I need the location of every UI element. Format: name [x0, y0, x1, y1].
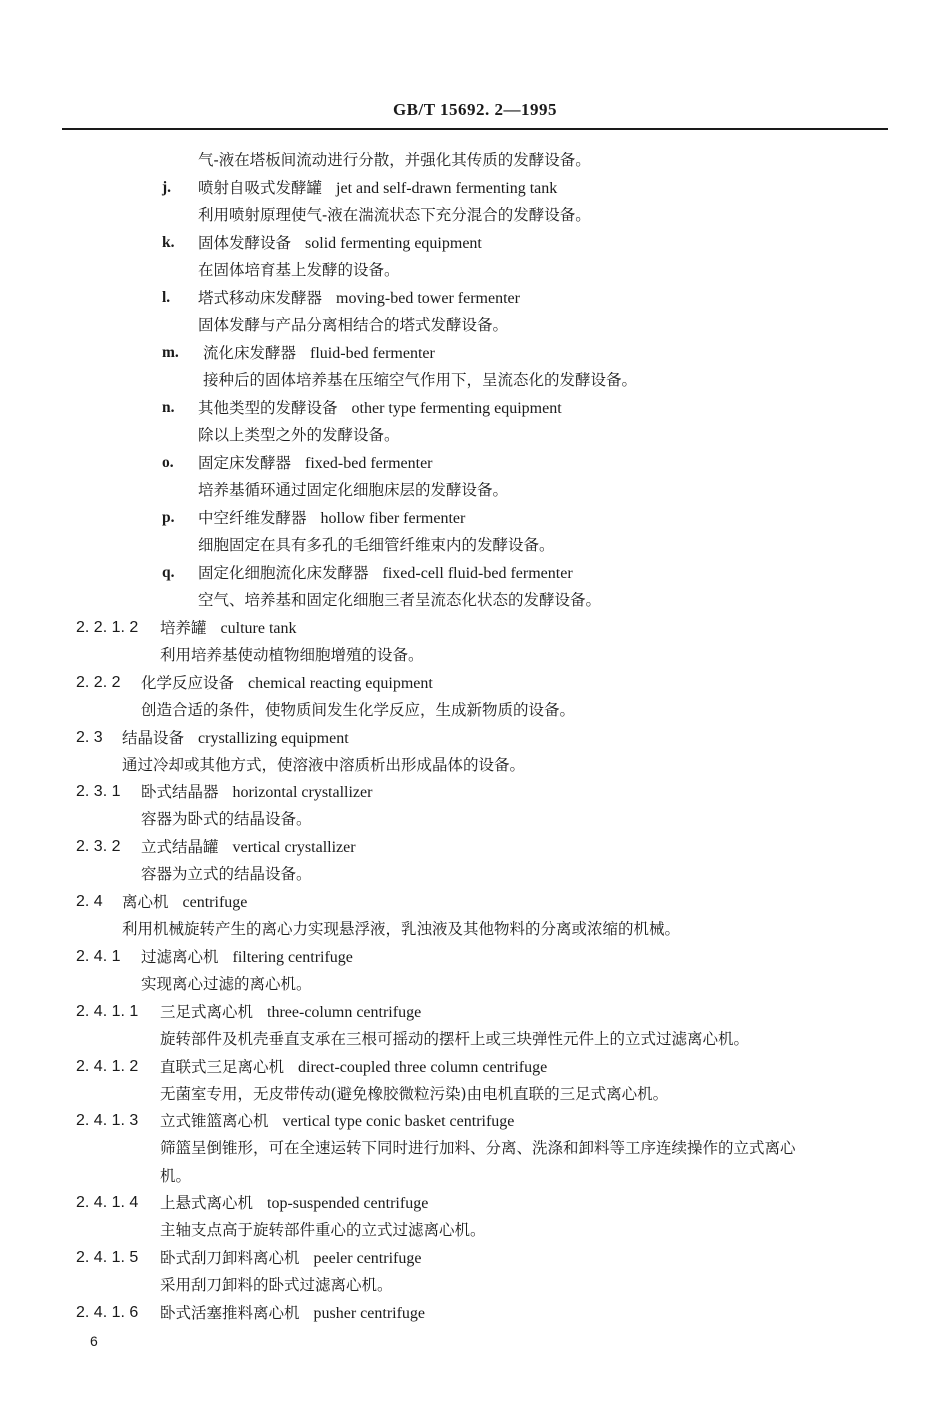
- term-description: 筛篮呈倒锥形，可在全速运转下同时进行加料、分离、洗涤和卸料等工序连续操作的立式离心: [160, 1139, 796, 1157]
- section-number: 2. 4. 1. 5: [76, 1249, 139, 1266]
- term-description: 创造合适的条件，使物质间发生化学反应，生成新物质的设备。: [141, 701, 576, 719]
- term-title: [203, 343, 435, 364]
- term-title: [198, 508, 465, 529]
- term-title: [198, 233, 482, 254]
- term-title: [198, 563, 573, 584]
- term-title: [122, 728, 349, 749]
- term-en: moving-bed tower fermenter: [336, 290, 520, 307]
- term-zh: 上悬式离心机: [160, 1194, 254, 1212]
- term-en: other type fermenting equipment: [351, 400, 562, 417]
- list-letter: k.: [162, 234, 175, 251]
- term-zh: 卧式刮刀卸料离心机: [160, 1249, 300, 1267]
- term-description: 培养基循环通过固定化细胞床层的发酵设备。: [198, 481, 509, 499]
- term-description: 接种后的固体培养基在压缩空气作用下，呈流态化的发酵设备。: [203, 371, 638, 389]
- term-zh: 卧式活塞推料离心机: [160, 1304, 300, 1322]
- term-title: [122, 892, 247, 913]
- term-zh: 立式结晶罐: [141, 838, 219, 856]
- term-description-cont: 机。: [160, 1167, 192, 1185]
- term-en: fixed-cell fluid-bed fermenter: [382, 565, 573, 582]
- term-en: hollow fiber fermenter: [320, 510, 466, 527]
- list-letter: l.: [162, 289, 171, 306]
- term-zh: 结晶设备: [122, 729, 185, 747]
- term-en: culture tank: [220, 620, 297, 637]
- term-title: [198, 453, 433, 474]
- section-number: 2. 4. 1. 3: [76, 1112, 139, 1129]
- section-number: 2. 3: [76, 729, 103, 746]
- term-title: [160, 1002, 421, 1023]
- term-en: peeler centrifuge: [313, 1250, 422, 1267]
- term-zh: 塔式移动床发酵器: [198, 289, 323, 307]
- section-number: 2. 2. 2: [76, 674, 121, 691]
- continuation-text: 气-液在塔板间流动进行分散，并强化其传质的发酵设备。: [198, 151, 591, 169]
- section-number: 2. 2. 1. 2: [76, 619, 139, 636]
- term-description: 采用刮刀卸料的卧式过滤离心机。: [160, 1276, 393, 1294]
- list-letter: q.: [162, 564, 175, 581]
- term-title: [160, 1111, 514, 1132]
- term-zh: 中空纤维发酵器: [198, 509, 307, 527]
- term-zh: 固定床发酵器: [198, 454, 292, 472]
- term-title: [160, 618, 296, 639]
- term-title: [160, 1057, 547, 1078]
- term-zh: 固体发酵设备: [198, 234, 292, 252]
- section-number: 2. 4. 1: [76, 948, 121, 965]
- term-en: three-column centrifuge: [267, 1004, 422, 1021]
- term-description: 实现离心过滤的离心机。: [141, 975, 312, 993]
- term-description: 利用机械旋转产生的离心力实现悬浮液，乳浊液及其他物料的分离或浓缩的机械。: [122, 920, 681, 938]
- term-en: horizontal crystallizer: [232, 784, 373, 801]
- section-number: 2. 4. 1. 6: [76, 1304, 139, 1321]
- term-en: fluid-bed fermenter: [310, 345, 435, 362]
- term-title: [141, 837, 356, 858]
- list-letter: p.: [162, 509, 175, 526]
- term-zh: 立式锥篮离心机: [160, 1112, 269, 1130]
- term-title: [160, 1303, 425, 1324]
- term-zh: 培养罐: [160, 619, 207, 637]
- term-en: crystallizing equipment: [198, 730, 349, 747]
- term-title: [198, 398, 562, 419]
- term-zh: 流化床发酵器: [203, 344, 297, 362]
- term-description: 利用喷射原理使气-液在湍流状态下充分混合的发酵设备。: [198, 206, 591, 224]
- section-number: 2. 4. 1. 4: [76, 1194, 139, 1211]
- term-title: [141, 947, 353, 968]
- term-description: 在固体培育基上发酵的设备。: [198, 261, 400, 279]
- term-en: top-suspended centrifuge: [267, 1195, 429, 1212]
- section-number: 2. 4: [76, 893, 103, 910]
- term-description: 通过冷却或其他方式，使溶液中溶质析出形成晶体的设备。: [122, 756, 526, 774]
- term-en: pusher centrifuge: [313, 1305, 426, 1322]
- term-description: 除以上类型之外的发酵设备。: [198, 426, 400, 444]
- page-number: 6: [90, 1333, 98, 1349]
- term-title: [160, 1193, 428, 1214]
- header-rule: [62, 128, 888, 130]
- term-zh: 卧式结晶器: [141, 783, 219, 801]
- term-en: vertical type conic basket centrifuge: [282, 1113, 515, 1130]
- term-description: 容器为卧式的结晶设备。: [141, 810, 312, 828]
- term-description: 无菌室专用，无皮带传动(避免橡胶微粒污染)由电机直联的三足式离心机。: [160, 1085, 669, 1103]
- list-letter: m.: [162, 344, 179, 361]
- section-number: 2. 3. 1: [76, 783, 121, 800]
- term-en: chemical reacting equipment: [248, 675, 433, 692]
- term-zh: 喷射自吸式发酵罐: [198, 179, 323, 197]
- term-description: 利用培养基使动植物细胞增殖的设备。: [160, 646, 424, 664]
- list-letter: n.: [162, 399, 175, 416]
- term-en: solid fermenting equipment: [305, 235, 482, 252]
- term-title: [160, 1248, 421, 1269]
- section-number: 2. 3. 2: [76, 838, 121, 855]
- term-title: [198, 178, 557, 199]
- term-zh: 固定化细胞流化床发酵器: [198, 564, 369, 582]
- term-zh: 三足式离心机: [160, 1003, 254, 1021]
- term-zh: 其他类型的发酵设备: [198, 399, 338, 417]
- term-title: [141, 673, 433, 694]
- list-letter: j.: [162, 179, 172, 196]
- term-description: 容器为立式的结晶设备。: [141, 865, 312, 883]
- section-number: 2. 4. 1. 2: [76, 1058, 139, 1075]
- term-en: filtering centrifuge: [232, 949, 353, 966]
- term-zh: 化学反应设备: [141, 674, 235, 692]
- term-zh: 直联式三足离心机: [160, 1058, 285, 1076]
- term-description: 旋转部件及机壳垂直支承在三根可摇动的摆杆上或三块弹性元件上的立式过滤离心机。: [160, 1030, 750, 1048]
- section-number: 2. 4. 1. 1: [76, 1003, 139, 1020]
- term-description: 固体发酵与产品分离相结合的塔式发酵设备。: [198, 316, 509, 334]
- term-en: direct-coupled three column centrifuge: [298, 1059, 548, 1076]
- document-header-code: GB/T 15692. 2—1995: [392, 100, 558, 119]
- term-en: centrifuge: [182, 894, 248, 911]
- term-title: [141, 782, 372, 803]
- term-description: 空气、培养基和固定化细胞三者呈流态化状态的发酵设备。: [198, 591, 602, 609]
- term-en: jet and self-drawn fermenting tank: [336, 180, 558, 197]
- term-description: 主轴支点高于旋转部件重心的立式过滤离心机。: [160, 1221, 486, 1239]
- list-letter: o.: [162, 454, 174, 471]
- term-zh: 过滤离心机: [141, 948, 219, 966]
- term-zh: 离心机: [122, 893, 169, 911]
- term-description: 细胞固定在具有多孔的毛细管纤维束内的发酵设备。: [198, 536, 555, 554]
- term-title: [198, 288, 520, 309]
- term-en: vertical crystallizer: [232, 839, 356, 856]
- term-en: fixed-bed fermenter: [305, 455, 433, 472]
